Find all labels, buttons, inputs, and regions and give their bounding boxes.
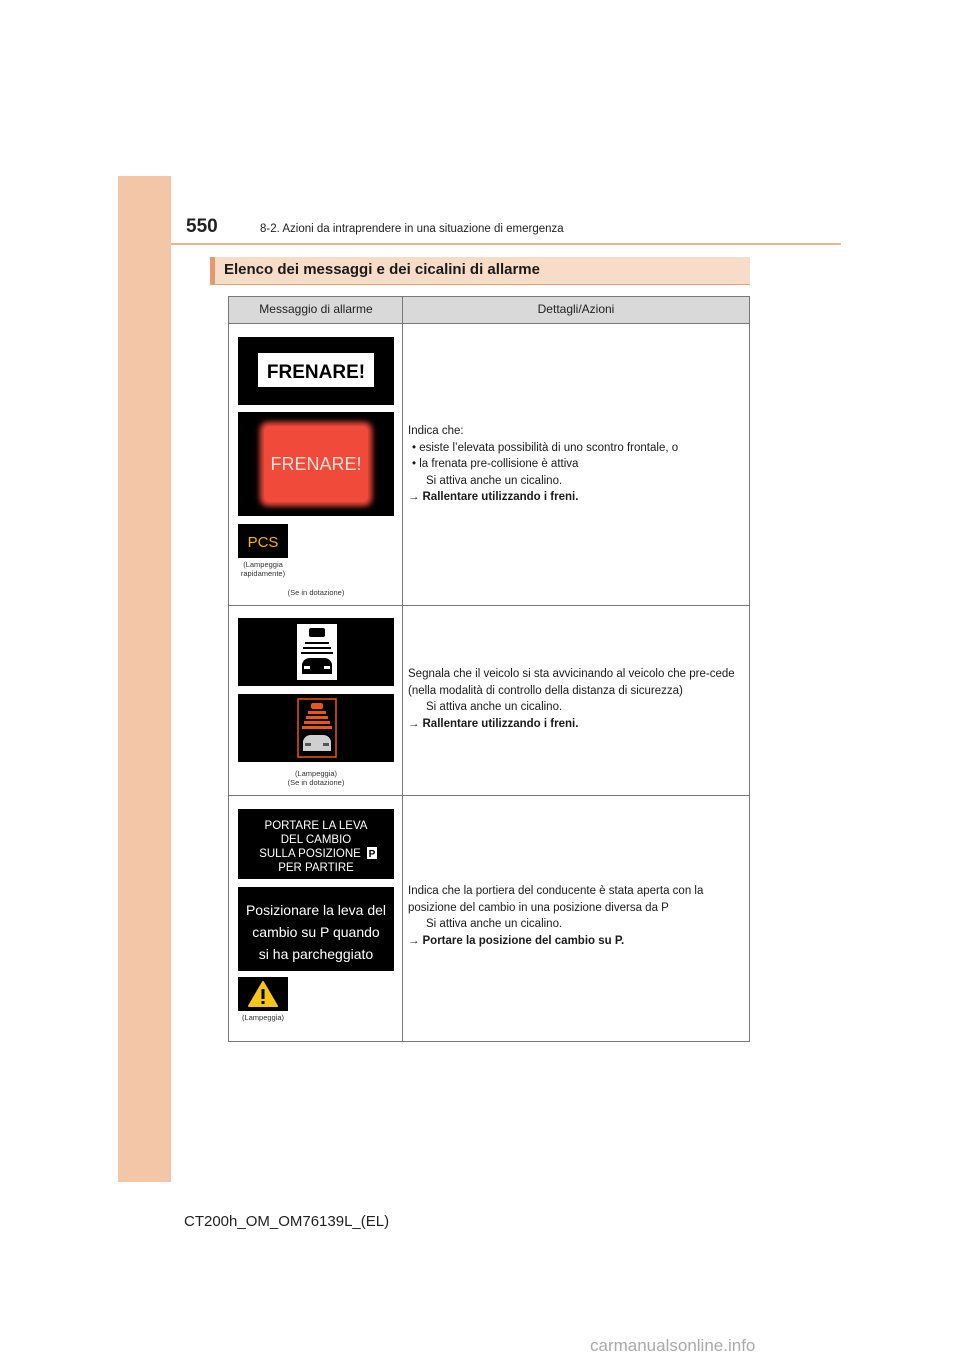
display-screen-park-reminder — [238, 887, 394, 971]
details-text: Indica che la portiera del conducente è stata aperta con la posizione del cambio in una posizione diversa da P — [408, 885, 704, 914]
screen-line: PORTARE LA LEVA — [264, 820, 368, 832]
pcs-text: PCS — [247, 534, 279, 551]
row-caption — [229, 769, 403, 787]
pcs-icon — [238, 524, 288, 558]
car-distance-icon — [238, 618, 394, 686]
p-badge: P — [368, 849, 376, 860]
display-screen-distance-warning — [238, 694, 394, 762]
details-bullet: • la frenata pre-collisione è attiva — [412, 458, 579, 470]
heading-accent — [210, 257, 215, 284]
frenare-flash-text: FRENARE! — [270, 454, 362, 474]
arrow-right-icon: → — [408, 934, 420, 947]
display-screen-shift-lever — [238, 809, 394, 879]
column-divider — [402, 297, 403, 1041]
details-bullet: • esiste l’elevata possibilità di uno scontro frontale, o — [412, 441, 679, 454]
row-divider — [229, 795, 749, 796]
display-screen-frenare — [238, 337, 394, 405]
details-action — [408, 716, 748, 733]
warning-caption: (Lampeggia) — [241, 1013, 285, 1022]
table-header-row — [229, 297, 749, 324]
details-action — [408, 489, 748, 506]
header-rule — [171, 243, 841, 245]
row-details — [408, 423, 748, 506]
row-divider — [229, 605, 749, 606]
details-text: Segnala che il veicolo si sta avvicinando al veicolo che pre-cede (nella modalità di controllo della distanza di sicurezza) — [408, 668, 735, 697]
row-caption: (Se in dotazione) — [287, 588, 345, 597]
screen-line: PER PARTIRE — [278, 862, 354, 874]
bullet-text: la frenata pre-collisione è attiva — [419, 458, 579, 470]
frenare-text: FRENARE! — [266, 362, 366, 383]
section-heading — [210, 257, 750, 285]
screen-line: DEL CAMBIO — [280, 834, 352, 846]
bullet-text: esiste l’elevata possibilità di uno scontro frontale, o — [419, 441, 679, 454]
heading-text: Elenco dei messaggi e dei cicalini di allarme — [224, 261, 540, 278]
details-note: Si attiva anche un cicalino. — [426, 918, 563, 930]
display-screen-distance — [238, 618, 394, 686]
column-header-details: Dettagli/Azioni — [537, 302, 615, 316]
details-intro: Indica che: — [408, 425, 464, 437]
details-note: Si attiva anche un cicalino. — [426, 701, 563, 713]
action-text: Rallentare utilizzando i freni. — [422, 491, 579, 503]
section-title: 8-2. Azioni da intraprendere in una situazione di emergenza — [260, 223, 564, 235]
screen-line: SULLA POSIZIONE — [259, 848, 361, 860]
page-number: 550 — [186, 216, 218, 237]
caption-line: (Lampeggia) — [294, 769, 338, 778]
screen-line: si ha parcheggiato — [258, 946, 374, 962]
row-details — [408, 666, 748, 732]
action-text: Rallentare utilizzando i freni. — [422, 717, 579, 730]
details-note: Si attiva anche un cicalino. — [426, 474, 563, 487]
side-tab-strip — [118, 176, 171, 1182]
pcs-caption: (Lampeggia rapidamente) — [240, 560, 286, 578]
column-header-message: Messaggio di allarme — [259, 302, 373, 316]
warning-message-table — [228, 296, 750, 1042]
watermark: carmanualsonline.info — [590, 1336, 756, 1355]
caption-line: (Se in dotazione) — [287, 778, 345, 787]
row-details — [408, 883, 748, 949]
action-text: Portare la posizione del cambio su P. — [422, 934, 625, 947]
arrow-right-icon: → — [408, 491, 420, 503]
document-code: CT200h_OM_OM76139L_(EL) — [184, 1213, 390, 1230]
arrow-right-icon: → — [408, 717, 420, 730]
warning-triangle-icon — [238, 977, 288, 1011]
details-action — [408, 933, 748, 950]
screen-line: cambio su P quando — [252, 924, 380, 940]
screen-line: Posizionare la leva del — [245, 902, 387, 918]
display-screen-frenare-flash — [238, 412, 394, 516]
